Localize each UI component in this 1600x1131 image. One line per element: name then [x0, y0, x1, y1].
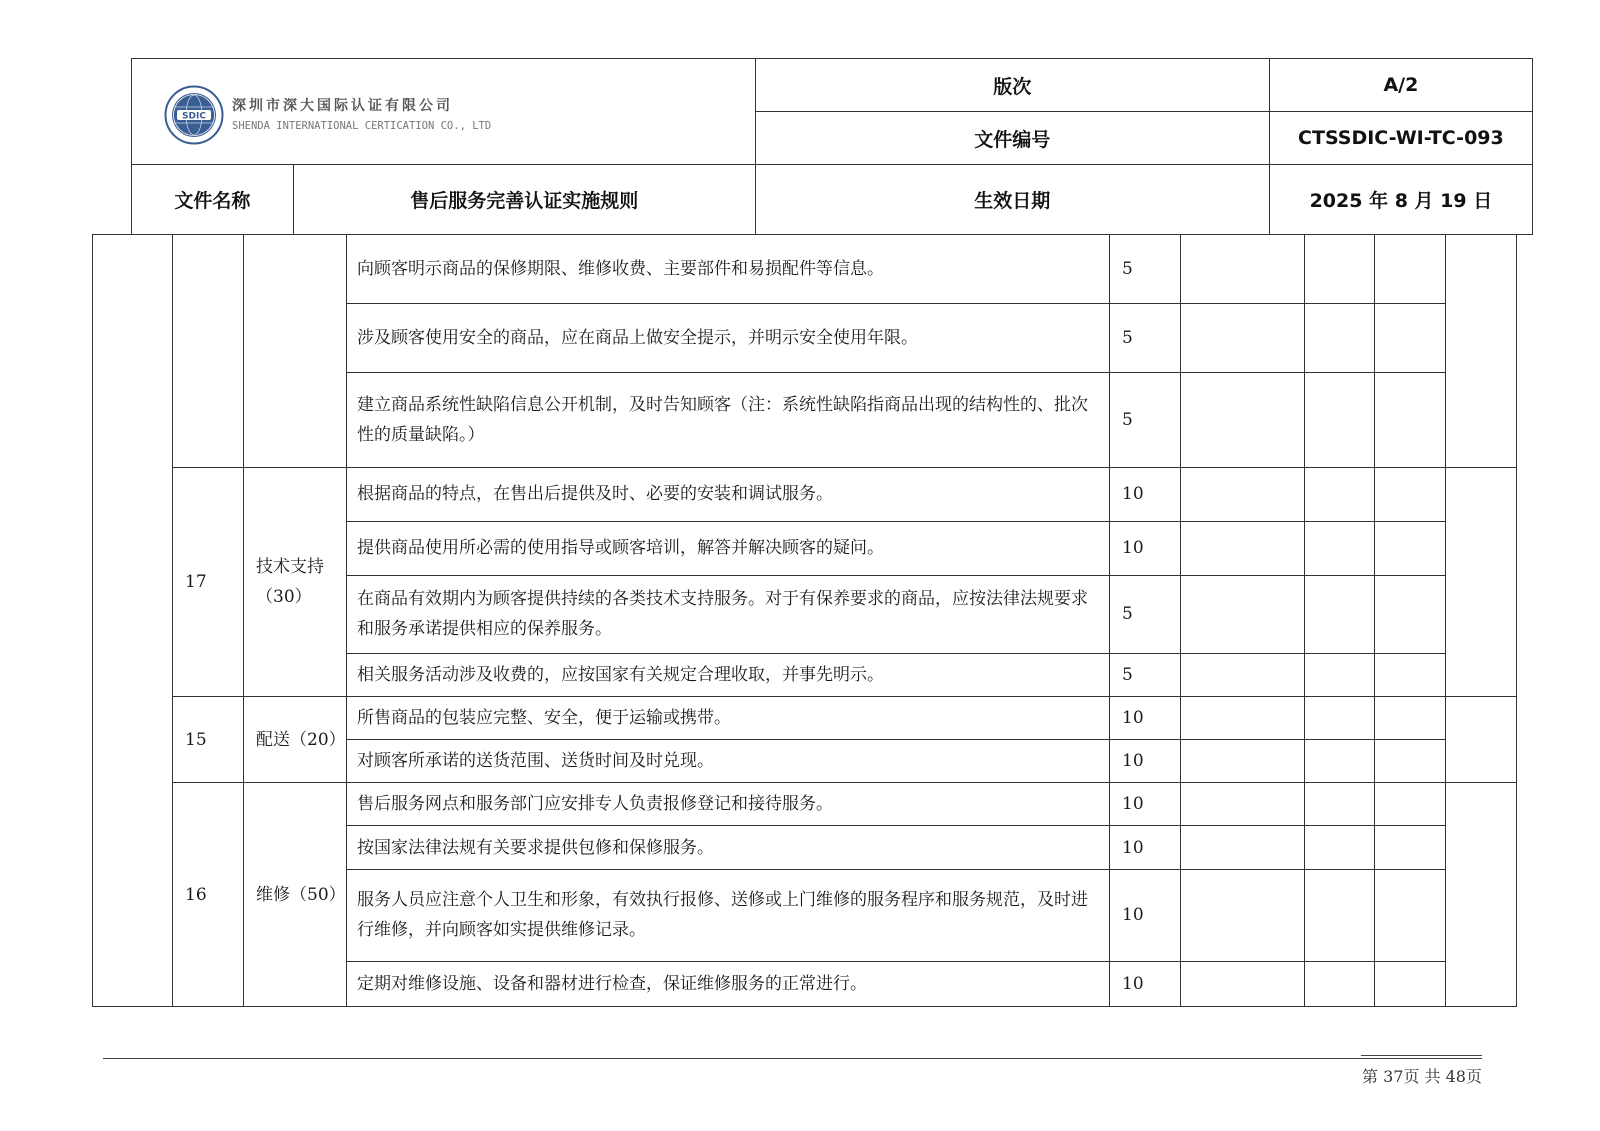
- table-row: [93, 783, 1517, 826]
- clause-item: [244, 467, 347, 697]
- score-value: 10: [1110, 869, 1181, 961]
- clause-item: 维修（50）: [244, 783, 347, 1007]
- score-value: 10: [1110, 521, 1181, 575]
- clause-number: 16: [173, 783, 244, 1007]
- blank-cell: [1305, 869, 1375, 961]
- requirement-text: 根据商品的特点，在售出后提供及时、必要的安装和调试服务。: [347, 467, 1110, 521]
- clause-number: 17: [173, 467, 244, 697]
- blank-cell: [1181, 961, 1305, 1006]
- group-blank-cell: [1446, 235, 1517, 468]
- effective-date-value: 2025 年 8 月 19 日: [1269, 165, 1532, 235]
- blank-cell: [1181, 467, 1305, 521]
- company-logo-block: [132, 59, 756, 165]
- score-value: 5: [1110, 654, 1181, 697]
- score-value: 10: [1110, 783, 1181, 826]
- requirement-text: 对顾客所承诺的送货范围、送货时间及时兑现。: [347, 740, 1110, 783]
- requirement-text: 向顾客明示商品的保修期限、维修收费、主要部件和易损配件等信息。: [347, 235, 1110, 304]
- requirements-table: [92, 234, 1517, 1007]
- clause-number: 15: [173, 697, 244, 783]
- doc-name-label: 文件名称: [132, 165, 294, 235]
- doc-number-value: CTSSDIC-WI-TC-093: [1269, 112, 1532, 165]
- table-row: [93, 235, 1517, 304]
- clause-item-title: 技术支持: [256, 556, 324, 577]
- blank-cell: [1305, 235, 1375, 304]
- group-blank-cell: [1446, 697, 1517, 783]
- requirement-text: 涉及顾客使用安全的商品，应在商品上做安全提示，并明示安全使用年限。: [347, 304, 1110, 373]
- footer-divider-accent: [1361, 1055, 1482, 1056]
- clause-item-points: （30）: [256, 586, 312, 607]
- group-blank-cell: [1446, 467, 1517, 697]
- version-value: A/2: [1269, 59, 1532, 112]
- table-row: [93, 697, 1517, 740]
- blank-cell: [1375, 373, 1446, 467]
- blank-cell: [1375, 740, 1446, 783]
- requirement-text: 建立商品系统性缺陷信息公开机制，及时告知顾客（注：系统性缺陷指商品出现的结构性的、批次性的质量缺陷。）: [347, 373, 1110, 467]
- requirement-text: 在商品有效期内为顾客提供持续的各类技术支持服务。对于有保养要求的商品，应按法律法规要求和服务承诺提供相应的保养服务。: [347, 575, 1110, 653]
- score-value: 10: [1110, 961, 1181, 1006]
- blank-cell: [1305, 304, 1375, 373]
- blank-cell: [1181, 373, 1305, 467]
- score-value: 10: [1110, 826, 1181, 869]
- blank-cell: [1181, 697, 1305, 740]
- requirement-text: 定期对维修设施、设备和器材进行检查，保证维修服务的正常进行。: [347, 961, 1110, 1006]
- blank-cell: [1375, 235, 1446, 304]
- company-name-cn: 深圳市深大国际认证有限公司: [232, 98, 453, 114]
- blank-cell: [1181, 826, 1305, 869]
- blank-cell: [1305, 783, 1375, 826]
- blank-cell: [1181, 783, 1305, 826]
- blank-cell: [1375, 869, 1446, 961]
- blank-cell: [1181, 869, 1305, 961]
- blank-cell: [1305, 961, 1375, 1006]
- score-value: 5: [1110, 304, 1181, 373]
- blank-cell: [1375, 697, 1446, 740]
- score-value: 5: [1110, 575, 1181, 653]
- version-label: 版次: [755, 59, 1269, 112]
- effective-date-label: 生效日期: [755, 165, 1269, 235]
- logo-text: SDIC: [182, 111, 206, 122]
- blank-cell: [1181, 575, 1305, 653]
- group-blank-cell: [1446, 783, 1517, 1007]
- doc-name-value: 售后服务完善认证实施规则: [293, 165, 755, 235]
- requirement-text: 相关服务活动涉及收费的，应按国家有关规定合理收取，并事先明示。: [347, 654, 1110, 697]
- requirement-text: 所售商品的包装应完整、安全，便于运输或携带。: [347, 697, 1110, 740]
- clause-number-cell: [173, 235, 244, 468]
- blank-cell: [1305, 826, 1375, 869]
- clause-item: 配送（20）: [244, 697, 347, 783]
- doc-number-label: 文件编号: [755, 112, 1269, 165]
- requirement-text: 提供商品使用所必需的使用指导或顾客培训，解答并解决顾客的疑问。: [347, 521, 1110, 575]
- blank-cell: [1375, 654, 1446, 697]
- merged-category-cell: [93, 235, 173, 1007]
- blank-cell: [1181, 654, 1305, 697]
- blank-cell: [1181, 740, 1305, 783]
- blank-cell: [1375, 304, 1446, 373]
- blank-cell: [1181, 235, 1305, 304]
- requirement-text: 按国家法律法规有关要求提供包修和保修服务。: [347, 826, 1110, 869]
- footer-divider: [103, 1058, 1482, 1059]
- blank-cell: [1305, 740, 1375, 783]
- blank-cell: [1305, 697, 1375, 740]
- blank-cell: [1181, 521, 1305, 575]
- table-row: [93, 467, 1517, 521]
- blank-cell: [1375, 961, 1446, 1006]
- clause-item-cell: [244, 235, 347, 468]
- blank-cell: [1375, 783, 1446, 826]
- blank-cell: [1375, 467, 1446, 521]
- score-value: 5: [1110, 235, 1181, 304]
- blank-cell: [1305, 521, 1375, 575]
- document-header: [131, 58, 1533, 235]
- requirement-text: 售后服务网点和服务部门应安排专人负责报修登记和接待服务。: [347, 783, 1110, 826]
- blank-cell: [1305, 467, 1375, 521]
- score-value: 5: [1110, 373, 1181, 467]
- score-value: 10: [1110, 467, 1181, 521]
- blank-cell: [1305, 575, 1375, 653]
- blank-cell: [1375, 521, 1446, 575]
- page-number: 第 37页 共 48页: [1362, 1067, 1482, 1086]
- blank-cell: [1375, 826, 1446, 869]
- requirement-text: 服务人员应注意个人卫生和形象，有效执行报修、送修或上门维修的服务程序和服务规范，及时进行维修，并向顾客如实提供维修记录。: [347, 869, 1110, 961]
- blank-cell: [1181, 304, 1305, 373]
- blank-cell: [1305, 654, 1375, 697]
- score-value: 10: [1110, 697, 1181, 740]
- company-seal-icon: [164, 85, 224, 145]
- company-name-en: SHENDA INTERNATIONAL CERTICATION CO., LTD: [232, 120, 492, 132]
- blank-cell: [1375, 575, 1446, 653]
- score-value: 10: [1110, 740, 1181, 783]
- blank-cell: [1305, 373, 1375, 467]
